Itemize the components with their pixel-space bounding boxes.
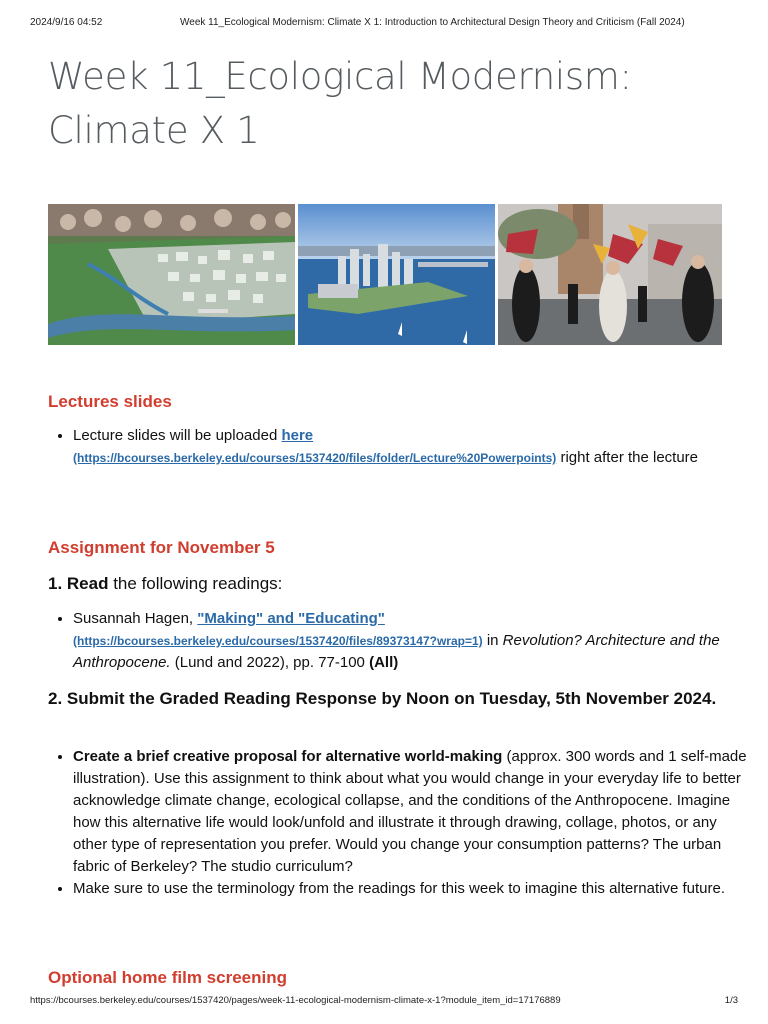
proposal-bold: Create a brief creative proposal for alternative world-making bbox=[73, 748, 503, 765]
screening-heading: Optional home film screening bbox=[48, 968, 287, 987]
reading-book-title: Revolution? Architecture and the Anthropocene. bbox=[73, 632, 720, 671]
lectures-heading: Lectures slides bbox=[48, 392, 172, 411]
lectures-item bbox=[73, 425, 753, 469]
reading-author: Susannah Hagen, bbox=[73, 610, 198, 627]
step1-number: 1. Read bbox=[48, 574, 109, 593]
print-footer bbox=[30, 995, 738, 1009]
response-list bbox=[48, 746, 753, 900]
banner-image-city-model bbox=[48, 204, 295, 345]
reading-item bbox=[73, 608, 753, 674]
page-title-line1: Week 11_Ecological Modernism: bbox=[48, 55, 632, 98]
assignment-heading: Assignment for November 5 bbox=[48, 538, 275, 557]
print-date: 2024/9/16 04:52 bbox=[30, 17, 103, 28]
page-title bbox=[48, 50, 688, 158]
reading-all: (All) bbox=[369, 654, 399, 671]
banner-image-protest bbox=[498, 204, 722, 345]
print-header bbox=[30, 17, 748, 31]
step2-heading: 2. Submit the Graded Reading Response by Noon on Tuesday, 5th November 2024. bbox=[48, 689, 717, 708]
print-url: https://bcourses.berkeley.edu/courses/1537420/pages/week-11-ecological-modernism-climate-x-1?module_item_id=17176889 bbox=[30, 995, 561, 1006]
lectures-text-after: right after the lecture bbox=[556, 449, 699, 466]
lecture-slides-link-url: (https://bcourses.berkeley.edu/courses/1537420/files/folder/Lecture%20Powerpoints) bbox=[73, 451, 557, 465]
page-title-line2: Climate X 1 bbox=[48, 109, 260, 152]
proposal-text: (approx. 300 words and 1 self-made illustration). Use this assignment to think about what you would change in your everyday life to better acknowledge climate change, ecological collapse, and the conditions of the Anthropocene. Imagine how this alternative life would look/unfold and illustrate it through drawing, collage, photos, or any other type of representation you prefer. Would you change your consumption patterns? The urban fabric of Berkeley? The studio curriculum? bbox=[73, 748, 747, 875]
response-item-terminology bbox=[73, 878, 753, 900]
print-doc-title: Week 11_Ecological Modernism: Climate X 1: Introduction to Architectural Design Theory and Criticism (Fall 2024) bbox=[180, 17, 685, 28]
reading-in: in bbox=[482, 632, 503, 649]
reading-link-url: (https://bcourses.berkeley.edu/courses/1537420/files/89373147?wrap=1) bbox=[73, 634, 483, 648]
step1-text: the following readings: bbox=[108, 574, 283, 593]
lecture-slides-link-text: here bbox=[281, 427, 314, 444]
step1-heading bbox=[48, 571, 282, 596]
terminology-text: Make sure to use the terminology from the readings for this week to imagine this alternative future. bbox=[73, 880, 725, 897]
lectures-text-before: Lecture slides will be uploaded bbox=[73, 427, 282, 444]
print-page-count: 1/3 bbox=[724, 995, 738, 1006]
response-item-proposal bbox=[73, 746, 753, 878]
lectures-list bbox=[48, 425, 753, 469]
banner-image-waterfront bbox=[298, 204, 495, 345]
reading-link-text: "Making" and "Educating" bbox=[197, 610, 385, 627]
readings-list bbox=[48, 608, 753, 674]
reading-details: (Lund and 2022), pp. 77-100 bbox=[170, 654, 370, 671]
